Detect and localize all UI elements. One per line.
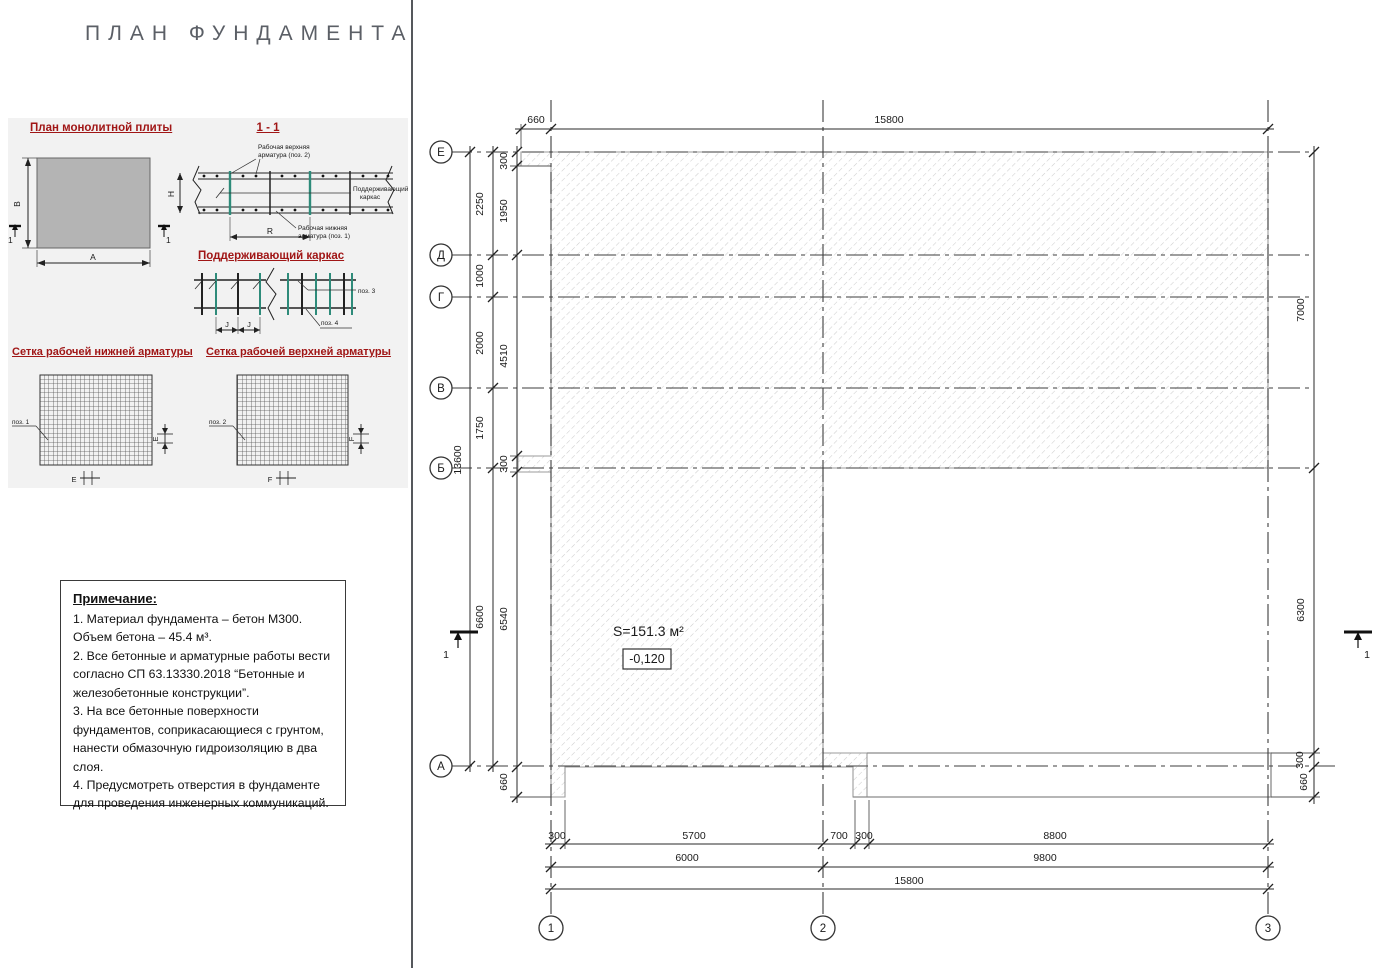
label-support-frame: Поддерживающий	[353, 186, 408, 193]
dim-label: 300	[498, 152, 510, 170]
note-item: 2. Все бетонные и арматурные работы вести согласно СП 63.13330.2018 “Бетонные и железобетонные конструкции”.	[73, 648, 331, 700]
label-bottom-rebar: арматура (поз. 1)	[298, 233, 351, 240]
dim-label: 1000	[474, 264, 486, 288]
dim-label: 660	[527, 114, 545, 126]
dim-label: F	[347, 436, 356, 442]
dim-label: 8800	[1043, 830, 1067, 842]
slab-plan-diagram	[8, 158, 171, 267]
dim-label: 2250	[474, 192, 486, 216]
dim-label: 15800	[874, 114, 904, 126]
dim-label: R	[266, 226, 274, 236]
mesh-lower-diagram	[12, 375, 173, 485]
note-item: 1. Материал фундамента – бетон М300. Объем бетона – 45.4 м³.	[73, 612, 303, 645]
heading-mesh-upper: Сетка рабочей верхней арматуры	[206, 346, 391, 358]
section-cut-mark-left	[443, 632, 478, 661]
axis-label: Г	[437, 292, 445, 304]
section-mark-label: 1	[8, 235, 13, 245]
column-axis-bubbles	[539, 916, 1280, 940]
axis-label: А	[437, 761, 445, 773]
heading-support-frame: Поддерживающий каркас	[198, 250, 345, 262]
dim-label: 4510	[498, 344, 510, 368]
axis-label: Е	[437, 147, 445, 159]
heading-slab-plan: План монолитной плиты	[30, 122, 173, 134]
strip-footing-outline	[853, 753, 1271, 797]
level-mark-value: -0,120	[629, 652, 665, 666]
dim-label: F	[267, 475, 273, 484]
dim-label: 300	[855, 830, 873, 842]
section-1-1-diagram	[166, 143, 408, 241]
label-pos2: поз. 2	[209, 419, 227, 426]
dim-label: 6000	[675, 852, 699, 864]
dim-label: 660	[1298, 773, 1310, 791]
detail-panel-svg	[8, 118, 408, 488]
section-mark-label: 1	[443, 649, 449, 661]
mesh-upper-diagram	[209, 375, 369, 485]
dim-label: J	[247, 320, 251, 329]
axis-label: 2	[819, 923, 827, 935]
dim-label: A	[90, 252, 96, 262]
axis-label: В	[437, 383, 445, 395]
dim-label: E	[151, 436, 160, 442]
axis-label: Б	[437, 463, 445, 475]
label-bottom-rebar: Рабочая нижняя	[298, 225, 348, 232]
label-top-rebar: арматура (поз. 2)	[258, 152, 311, 159]
section-mark-left	[8, 224, 21, 245]
dim-label: 6300	[1295, 598, 1307, 622]
dim-label: 5700	[682, 830, 706, 842]
dim-label: 6540	[498, 607, 510, 631]
dim-label: B	[12, 201, 22, 207]
dim-label: 300	[498, 455, 510, 473]
dim-label: 15800	[894, 875, 924, 887]
dim-label: 13600	[452, 445, 464, 475]
axis-label: 1	[547, 923, 555, 935]
heading-mesh-lower: Сетка рабочей нижней арматуры	[12, 346, 193, 358]
heading-section-1-1: 1 - 1	[256, 122, 280, 134]
slab-area-label: S=151.3 м²	[613, 623, 684, 639]
dim-label: 6600	[474, 605, 486, 629]
label-pos3: поз. 3	[358, 288, 376, 295]
axis-label: Д	[437, 250, 445, 262]
label-pos1: поз. 1	[12, 419, 30, 426]
notes-box	[60, 580, 346, 811]
note-item: 4. Предусмотреть отверстия в фундаменте для проведения инженерных коммуникаций.	[73, 777, 329, 811]
section-mark-right	[158, 224, 171, 245]
dim-label: 700	[830, 830, 848, 842]
label-support-frame: каркас	[360, 194, 381, 201]
foundation-slab-hatched	[518, 152, 1268, 797]
axis-label: 3	[1264, 923, 1272, 935]
note-item: 3. На все бетонные поверхности фундаментов, соприкасающиеся с грунтом, нанести обмазочную гидроизоляцию в два слоя.	[73, 704, 324, 774]
dim-label: 1750	[474, 416, 486, 440]
dim-label: 660	[498, 773, 510, 791]
dim-label: 300	[1294, 751, 1306, 769]
dim-label: E	[71, 475, 77, 484]
row-axis-bubbles	[430, 141, 452, 777]
support-frame-diagram	[194, 268, 376, 334]
dim-label: J	[225, 320, 229, 329]
dim-label: 1950	[498, 199, 510, 223]
detail-panel	[8, 118, 408, 488]
section-mark-label: 1	[166, 235, 171, 245]
dim-label: H	[166, 190, 176, 198]
dim-label: 300	[548, 830, 566, 842]
dim-label: 9800	[1033, 852, 1057, 864]
label-pos4: поз. 4	[321, 320, 339, 327]
dim-label: 7000	[1295, 298, 1307, 322]
section-cut-mark-right	[1344, 632, 1372, 661]
page-title: ПЛАН ФУНДАМЕНТА	[85, 22, 414, 45]
notes-heading: Примечание:	[73, 591, 157, 606]
label-top-rebar: Рабочая верхняя	[258, 144, 310, 151]
section-mark-label: 1	[1364, 649, 1370, 661]
dim-label: 2000	[474, 331, 486, 355]
